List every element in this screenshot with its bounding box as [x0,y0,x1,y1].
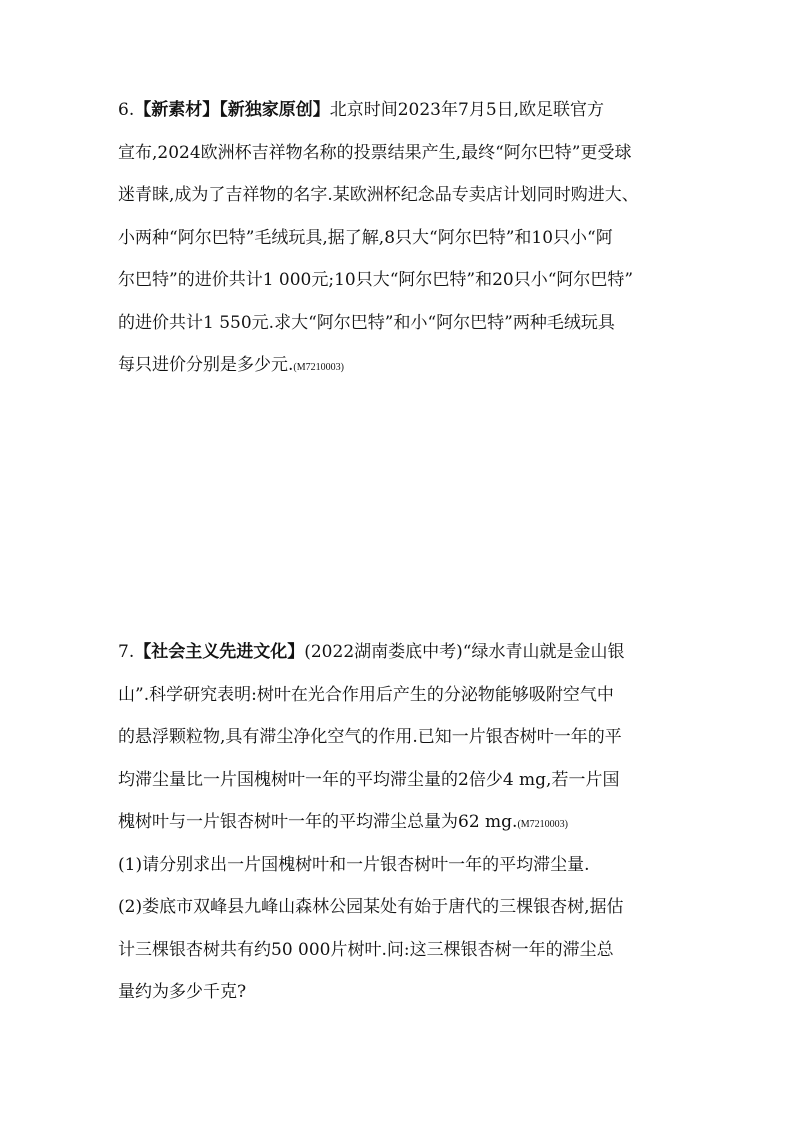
problem-6-line-1 [118,98,718,122]
problem-7-tag-culture: 【社会主义先进文化】 [134,642,305,662]
problem-7-text-line: 均滞尘量比一片国槐树叶一年的平均滞尘量的2倍少4 mg,若一片国 [118,769,620,790]
problem-7-sub2-text: (2)娄底市双峰县九峰山森林公园某处有始于唐代的三棵银杏树,据估 [118,897,624,917]
problem-6-text-line: 每只进价分别是多少元. [118,355,294,375]
problem-7-line-5 [118,810,718,834]
problem-6-text-line: 迷青睐,成为了吉祥物的名字.某欧洲杯纪念品专卖店计划同时购进大、 [118,185,639,205]
problem-7-subquestion-2-line-1 [118,895,718,919]
problem-7-line-2 [118,683,718,707]
problem-7-number: 7. [118,642,135,662]
problem-6-line-6 [118,311,718,335]
problem-6-tag-new-material: 【新素材】 [134,100,220,120]
problem-6-text-line: 宣布,2024欧洲杯吉祥物名称的投票结果产生,最终“阿尔巴特”更受球 [118,142,632,163]
problem-7-sub2-text: 量约为多少千克? [118,982,247,1002]
problem-7-text-line: 的悬浮颗粒物,具有滞尘净化空气的作用.已知一片银杏树叶一年的平 [118,727,622,747]
problem-6-line-5 [118,268,718,292]
problem-7 [118,640,718,1023]
problem-6-text-line: 的进价共计1 550元.求大“阿尔巴特”和小“阿尔巴特”两种毛绒玩具 [118,312,615,333]
problem-7-text-line: 槐树叶与一片银杏树叶一年的平均滞尘总量为62 mg. [118,812,518,832]
problem-6-code: (M7210003) [293,362,344,373]
problem-7-code: (M7210003) [517,819,569,830]
problem-7-subquestion-2-line-3 [118,980,718,1004]
problem-7-line-4 [118,768,718,792]
problem-6-number: 6. [118,100,135,120]
problem-7-sub2-text: 计三棵银杏树共有约50 000片树叶.问:这三棵银杏树一年的滞尘总 [118,939,614,960]
problem-6-line-3 [118,183,718,207]
problem-7-line-3 [118,725,718,749]
problem-7-line-1 [118,640,718,664]
problem-6-text-line: 北京时间2023年7月5日,欧足联官方 [329,100,605,120]
problem-7-subquestion-1 [118,853,718,877]
problem-6-text-line: 小两种“阿尔巴特”毛绒玩具,据了解,8只大“阿尔巴特”和10只小“阿 [118,227,613,248]
problem-7-sub1-text: (1)请分别求出一片国槐树叶和一片银杏树叶一年的平均滞尘量. [118,854,590,875]
problem-7-text-line: (2022湖南娄底中考)“绿水青山就是金山银 [304,642,625,662]
problem-7-subquestion-2-line-2 [118,938,718,962]
problem-6-line-4 [118,226,718,250]
problem-6-line-2 [118,141,718,165]
problem-6 [118,98,718,396]
problem-6-text-line: 尔巴特”的进价共计1 000元;10只大“阿尔巴特”和20只小“阿尔巴特” [118,270,634,290]
problem-6-tag-original: 【新独家原创】 [219,100,330,120]
problem-6-line-7 [118,353,718,377]
problem-7-text-line: 山”.科学研究表明:树叶在光合作用后产生的分泌物能够吸附空气中 [118,684,614,705]
